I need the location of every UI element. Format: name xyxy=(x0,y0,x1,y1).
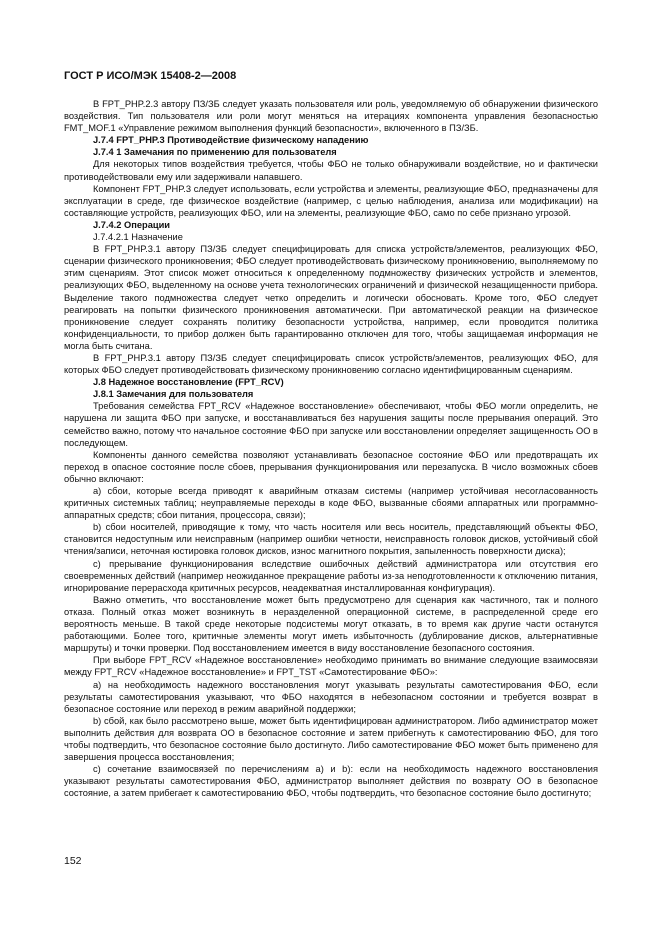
paragraph: J.7.4.2.1 Назначение xyxy=(93,232,183,243)
paragraph: с) сочетание взаимосвязей по перечислениям а) и b): если на необходимость надежного восстановления указывают результаты самотестирования ФБО, администратор выполняет действия по возврату ОО в безопасное состояние, а затем прибегает к самотестированию ФБО, чтобы подтвердить, что безопасное состояние было достигнуто; xyxy=(64,764,598,799)
section-heading: J.7.4 1 Замечания по применению для пользователя xyxy=(93,147,337,158)
page-number: 152 xyxy=(64,855,82,867)
paragraph: В FPT_PHP.2.3 автору ПЗ/ЗБ следует указать пользователя или роль, уведомляемую об обнаружении физического воздействия. Тип пользователя или роли могут меняться на итерациях компонента управления безопасностью FMT_MOF.1 «Управление режимом выполнения функций безопасности», включенного в ПЗ/ЗБ. xyxy=(64,99,598,134)
paragraph: В FPT_PHP.3.1 автору ПЗ/ЗБ следует специфицировать список устройств/элементов, реализующих ФБО, для которых ФБО следует противодействовать физическому проникновению согласно идентифицированным сценариям. xyxy=(64,352,598,376)
paragraph: Требования семейства FPT_RCV «Надежное восстановление» обеспечивают, чтобы ФБО могли определить, не нарушена ли защита ФБО при запуске, и восстанавливаться без нарушения защиты после прерывания операций. Это семейство важно, потому что начальное состояние ФБО при запуске или восстановлении определяет защищенность ОО в последующем. xyxy=(64,401,598,448)
paragraph: Компонент FPT_PHP.3 следует использовать, если устройства и элементы, реализующие ФБО, предназначены для эксплуатации в среде, где физическое воздействие (например, с целью наблюдения, анализа или модификации) на составляющие устройств, реализующих ФБО, или на элементы, реализующие ФБО, само по себе признано угрозой. xyxy=(64,183,598,218)
section-heading: J.7.4.2 Операции xyxy=(93,219,171,230)
paragraph: b) сбой, как было рассмотрено выше, может быть идентифицирован администратором. Либо администратор может выполнить действия для возврата ОО в безопасное состояние и затем прибегнуть к самотестированию ФБО, для того чтобы подтвердить, что безопасное состояние было достигнуто. Либо самотестирование ФБО может быть применено для завершения процесса восстановления; xyxy=(64,715,598,763)
paragraph: а) сбои, которые всегда приводят к аварийным отказам системы (например устойчивая несогласованность критичных системных таблиц; неуправляемые переходы в коде ФБО, вызванные сбоями аппаратных или программно-аппаратных средств; сбои питания, процессора, связи); xyxy=(64,486,598,521)
running-header: ГОСТ Р ИСО/МЭК 15408-2—2008 xyxy=(64,70,237,82)
paragraph: При выборе FPT_RCV «Надежное восстановление» необходимо принимать во внимание следующие взаимосвязи между FPT_RCV «Надежное восстановление» и FPT_TST «Самотестирование ФБО»: xyxy=(64,655,598,678)
paragraph: Компоненты данного семейства позволяют устанавливать безопасное состояние ФБО или предотвращать их переход в опасное состояние после сбоев, прерывания функционирования или перезапуска. В число возможных сбоев обычно включают: xyxy=(64,449,598,484)
section-heading: J.8 Надежное восстановление (FPT_RCV) xyxy=(93,377,284,388)
paragraph: В FPT_PHP.3.1 автору ПЗ/ЗБ следует специфицировать для списка устройств/элементов, реализующих ФБО, сценарии физического проникновения; ФБО следует противодействовать физическому проникновению, выполняемому по этим сценариям. Этот список может относиться к определенному подмножеству физических устройств и элементов, реализующих ФБО, выделенному на основе учета технологических ограничений и физической незащищенности прибора. Выделение такого подмножества следует четко определить и логически обосновать. Кроме того, ФБО следует реагировать на попытки физического проникновения автоматически. При автоматической реакции на физическое проникновение следует сохранять политику безопасности устройства, например, если проводится политика конфиденциальности, то прибор должен быть гарантированно отключен для того, чтобы защищаемая информация не могла быть считана. xyxy=(64,244,598,351)
paragraph: с) прерывание функционирования вследствие ошибочных действий администратора или отсутствия его своевременных действий (например неожиданное прекращение работы из-за неподготовленности к отключению питания, игнорирование перерасхода критичных ресурсов, неадекватная инсталлированная конфигурация). xyxy=(64,558,598,593)
paragraph: а) на необходимость надежного восстановления могут указывать результаты самотестирования ФБО, если результаты самотестирования указывают, что ФБО находятся в небезопасном состоянии и требуется возврат в безопасное состояние или переход в режим аварийной поддержки; xyxy=(64,679,598,714)
paragraph: Для некоторых типов воздействия требуется, чтобы ФБО не только обнаруживали воздействие, но и фактически противодействовали ему или задерживали напавшего. xyxy=(64,159,598,182)
section-heading: J.7.4 FPT_PHP.3 Противодействие физическому нападению xyxy=(93,135,369,146)
paragraph: Важно отметить, что восстановление может быть предусмотрено для сценария как частичного, так и полного отказа. Полный отказ может возникнуть в неразделенной операционной системе, в распределенной среде его вероятность меньше. В такой среде некоторые подсистемы могут отказать, в то время как другие части останутся работающими. Более того, критичные элементы могут иметь избыточность (дублирование дисков, альтернативные маршруты) и точки проверки. Под восстановлением имеется в виду восстановление безопасного состояния. xyxy=(64,594,598,654)
document-body xyxy=(64,98,598,799)
section-heading: J.8.1 Замечания для пользователя xyxy=(93,389,254,400)
paragraph: b) сбои носителей, приводящие к тому, что часть носителя или весь носитель, представляющий объекты ФБО, становится недоступным или неисправным (например ошибки четности, неисправность головок дисков, устойчивый сбой чтения/записи, неточная юстировка головок дисков, износ магнитного покрытия, запыленность поверхности диска); xyxy=(64,522,598,557)
